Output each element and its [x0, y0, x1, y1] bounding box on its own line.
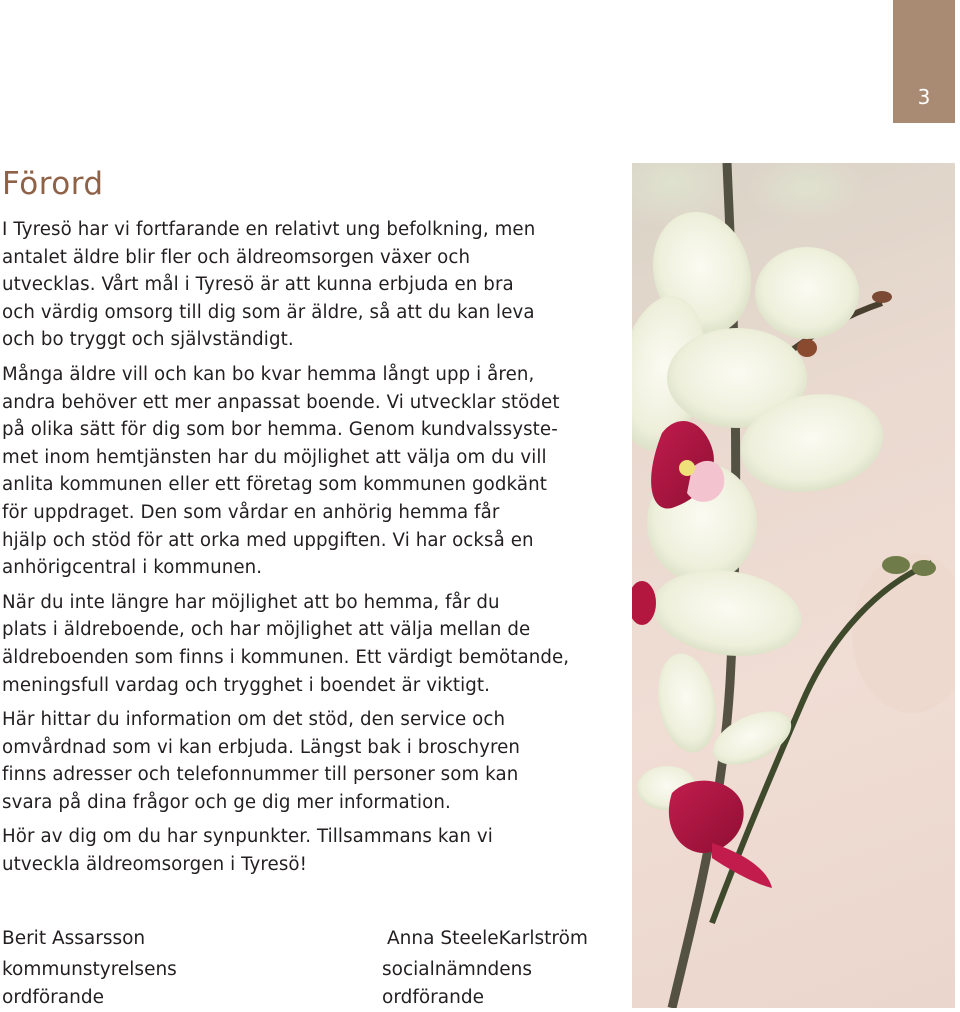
page-number: 3 — [917, 85, 931, 109]
paragraph-3: När du inte längre har möjlighet att bo hemma, får du plats i äldreboende, och har möjlighet att välja mellan de äldreboenden som finns i kommunen. Ett värdigt bemötande, meningsfull vardag och trygghet i boendet är viktigt. — [2, 591, 570, 696]
upper-orchid — [632, 201, 891, 665]
paragraph-1: I Tyresö har vi fortfarande en relativt ung befolkning, men antalet äldre blir fler och äldreomsorgen växer och utvecklas. Vårt mål i Tyresö är att kunna erbjuda en bra och värdig omsorg till dig som är äldre, så att du kan leva och bo tryggt och självständigt. — [2, 219, 536, 351]
orchid-photo — [632, 163, 955, 1008]
paragraph-2: Många äldre vill och kan bo kvar hemma långt upp i åren, andra behöver ett mer anpassat boende. Vi utvecklar stödet på olika sätt för dig som bor hemma. Genom kundvalssyste- met inom hemtjänsten har du möjlighet att välja om du vill anlita kommunen eller ett företag som kommunen godkänt för uppdraget. Den som vårdar en anhörig hemma får hjälp och stöd för att orka med uppgiften. Vi har också en anhörigcentral i kommunen. — [2, 363, 560, 579]
signer-role: kommunstyrelsens — [2, 959, 177, 980]
signer-role: ordförande — [382, 987, 484, 1008]
signer-name: Berit Assarsson — [2, 928, 146, 949]
signer-name: Anna SteeleKarlström — [387, 928, 588, 949]
foreword-body — [2, 216, 622, 886]
signature-left — [2, 924, 177, 1012]
signature-right — [382, 924, 588, 1012]
page-title: Förord — [2, 166, 104, 202]
page-number-tab — [893, 0, 955, 123]
orchid-illustration — [632, 163, 955, 1008]
paragraph-4: Här hittar du information om det stöd, den service och omvårdnad som vi kan erbjuda. Längst bak i broschyren finns adresser och telefonnummer till personer som kan svara på dina frågor och ge dig mer information. — [2, 709, 521, 813]
paragraph-5: Hör av dig om du har synpunkter. Tillsammans kan vi utveckla äldreomsorgen i Tyresö! — [2, 826, 493, 876]
signer-role: socialnämndens — [382, 959, 533, 980]
signer-role: ordförande — [2, 987, 104, 1008]
